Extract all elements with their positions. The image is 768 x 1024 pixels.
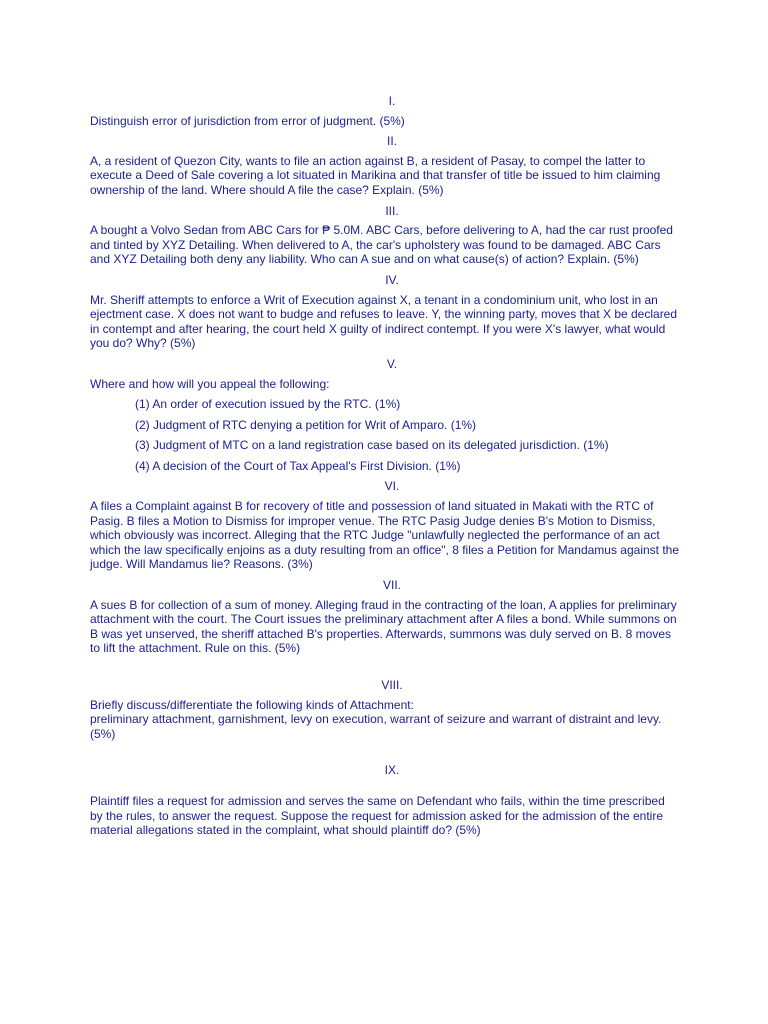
question-9-numeral: IX. [384,763,400,778]
question-8-text-continued: preliminary attachment, garnishment, levy on execution, warrant of seizure and warrant of distraint and levy. (5%) [90,712,662,741]
question-6-numeral: VI. [384,479,400,494]
question-5-item-2: (2) Judgment of RTC denying a petition for Writ of Amparo. (1%) [135,417,477,432]
question-2-numeral: II. [386,134,397,149]
question-5-item-4: (4) A decision of the Court of Tax Appeal's First Division. (1%) [135,458,461,473]
question-5-numeral: V. [386,356,398,371]
question-1-text: Distinguish error of jurisdiction from error of judgment. (5%) [90,113,405,128]
question-8-text: Briefly discuss/differentiate the following kinds of Attachment: [90,697,414,712]
question-2-text: A, a resident of Quezon City, wants to file an action against B, a resident of Pasay, to compel the latter to execute a Deed of Sale covering a lot situated in Marikina and that transfer of title be issued to him claiming ownership of the land. Where should A file the case? Explain. (5%) [90,153,661,197]
question-3-text: A bought a Volvo Sedan from ABC Cars for ₱ 5.0M. ABC Cars, before delivering to A, had the car rust proofed and tinted by XYZ Detailing. When delivered to A, the car's upholstery was found to be damaged. ABC Cars and XYZ Detailing both deny any liability. Who can A sue and on what cause(s) of action? Explain. (5%) [90,223,673,267]
question-5-item-3: (3) Judgment of MTC on a land registration case based on its delegated jurisdiction. (1%) [135,438,609,453]
exam-document [90,94,680,844]
question-4-numeral: IV. [385,272,399,287]
question-6-text: A files a Complaint against B for recovery of title and possession of land situated in Makati with the RTC of Pasig. B files a Motion to Dismiss for improper venue. The RTC Pasig Judge denies B's Motion to Dismiss, which obviously was incorrect. Alleging that the RTC Judge "unlawfully neglected the performance of an act which the law specifically enjoins as a duty resulting from an office", 8 files a Petition for Mandamus against the judge. Will Mandamus lie? Reasons. (3%) [90,499,680,572]
question-7-numeral: VII. [382,578,401,593]
question-1-numeral: I. [388,94,396,108]
question-5-text: Where and how will you appeal the following: [90,376,330,391]
question-8-numeral: VIII. [381,678,403,692]
question-9-text: Plaintiff files a request for admission and serves the same on Defendant who fails, within the time prescribed by the rules, to answer the request. Suppose the request for admission asked for the admission of the entire material allegations stated in the complaint, what should plaintiff do? (5%) [90,793,665,838]
question-3-numeral: III. [385,203,399,218]
question-4-text: Mr. Sheriff attempts to enforce a Writ of Execution against X, a tenant in a condominium unit, who lost in an ejectment case. X does not want to budge and refuses to leave. Y, the winning party, moves that X be declared in contempt and after hearing, the court held X guilty of indirect contempt. If you were X's lawyer, what would you do? Why? (5%) [90,292,678,351]
question-7-text: A sues B for collection of a sum of money. Alleging fraud in the contracting of the loan, A applies for preliminary attachment with the court. The Court issues the preliminary attachment after A files a bond. While summons on B was yet unserved, the sheriff attached B's properties. Afterwards, summons was duly served on B. 8 moves to lift the attachment. Rule on this. (5%) [90,597,677,656]
question-5-item-1: (1) An order of execution issued by the RTC. (1%) [135,397,401,412]
